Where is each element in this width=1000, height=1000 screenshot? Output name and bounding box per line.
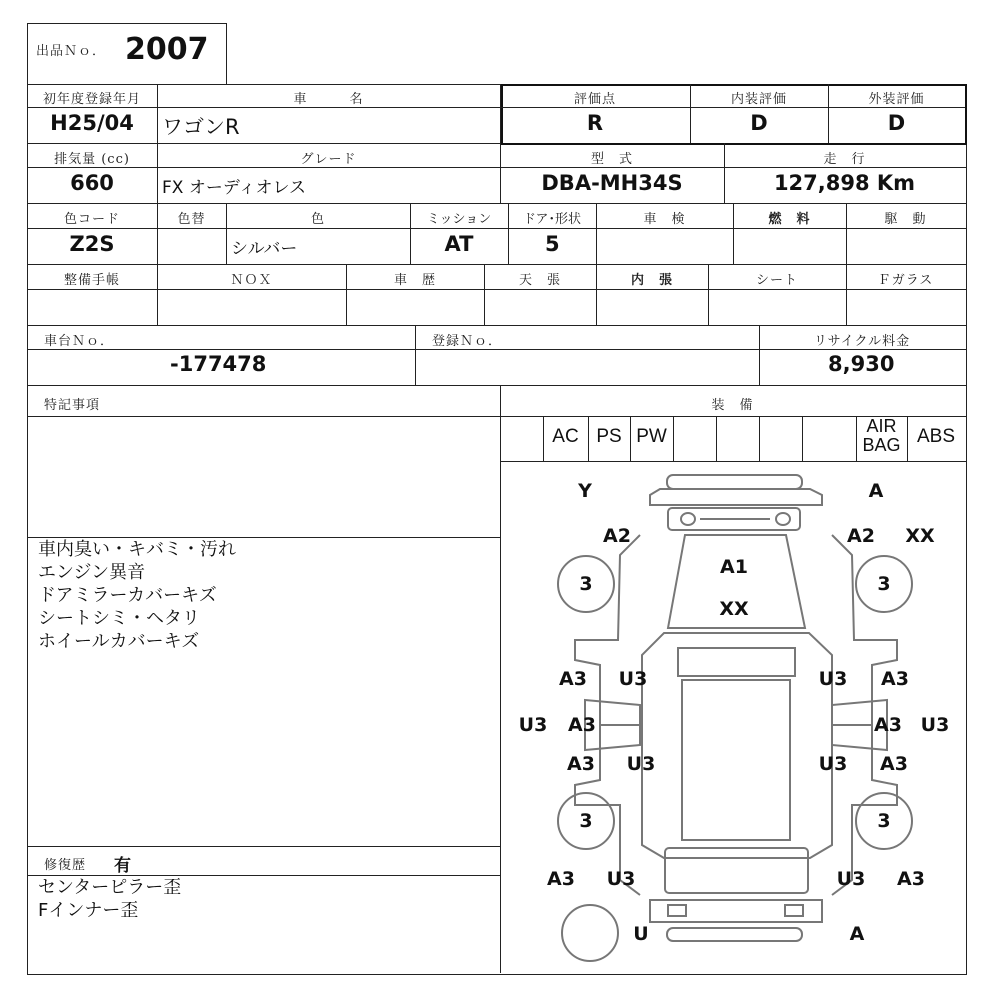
interior-label: 内装評価	[730, 92, 787, 107]
lot-number: 2007	[125, 32, 209, 67]
fuel-label: 燃 料	[768, 212, 811, 227]
mark-tire-rr: 3	[877, 810, 891, 832]
note-line: 車内臭い・キバミ・汚れ	[38, 539, 236, 560]
rule	[27, 349, 967, 350]
mark-r-row2-b: U3	[920, 714, 950, 736]
mark-r-rear-a: U3	[836, 868, 866, 890]
grade-label: グレード	[300, 152, 357, 167]
model-value: DBA-MH34S	[541, 171, 683, 195]
rule	[415, 325, 416, 385]
drive-label: 駆 動	[884, 212, 927, 227]
mark-tire-fr: 3	[877, 573, 891, 595]
mark-fender-right: A2	[847, 525, 875, 547]
mark-l-row2-a: U3	[518, 714, 548, 736]
mark-rear-center: U	[633, 923, 649, 945]
car-name-label: 車 名	[293, 92, 364, 107]
rule	[27, 107, 500, 108]
rule	[802, 416, 803, 461]
first-reg-value: H25/04	[50, 111, 134, 135]
rule	[27, 289, 967, 290]
sunroof-label: 天 張	[518, 273, 561, 288]
color-value: シルバー	[231, 239, 298, 259]
door-value: 5	[545, 232, 560, 256]
mark-r-row3-a: U3	[818, 753, 848, 775]
mark-hood-bottom: XX	[719, 598, 749, 620]
mark-fender-left: A2	[603, 525, 631, 547]
service-book-label: 整備手帳	[63, 273, 120, 288]
displacement-label: 排気量 (cc)	[54, 152, 130, 167]
lot-label: 出品Ｎｏ．	[36, 44, 107, 59]
mark-l-row2-b: A3	[568, 714, 596, 736]
displacement-value: 660	[70, 171, 114, 195]
model-label: 型 式	[590, 152, 633, 167]
recycle-value: 8,930	[828, 352, 895, 376]
interior-value: D	[750, 111, 768, 135]
nox-label: ＮＯＸ	[230, 273, 273, 288]
equip-pw: PW	[636, 426, 667, 447]
exterior-value: D	[887, 111, 906, 135]
color-code-label: 色コード	[63, 212, 120, 227]
rule	[27, 167, 967, 168]
mark-r-row1-a: U3	[818, 668, 848, 690]
equip-airbag: AIR BAG	[862, 416, 901, 455]
mark-front-left: Y	[578, 480, 592, 502]
rule	[673, 416, 674, 461]
mark-tire-fl: 3	[579, 573, 593, 595]
chassis-label: 車台Ｎｏ．	[44, 334, 115, 349]
interior-roof-label: 内 張	[630, 273, 673, 288]
door-label: ドア･形状	[522, 212, 582, 227]
repair-line: センターピラー歪	[38, 877, 182, 898]
rule	[27, 325, 967, 326]
rule	[716, 416, 717, 461]
mark-tire-rl: 3	[579, 810, 593, 832]
rule	[27, 385, 967, 386]
first-reg-label: 初年度登録年月	[42, 92, 141, 107]
mark-l-row1-b: U3	[618, 668, 648, 690]
mission-label: ミッション	[426, 212, 492, 227]
mark-r-row1-b: A3	[881, 668, 909, 690]
equip-ps: PS	[596, 426, 622, 447]
mark-r-rear-b: A3	[897, 868, 925, 890]
equipment-label: 装 備	[711, 398, 754, 413]
mark-hood-top: A1	[720, 556, 748, 578]
mark-r-row2-a: A3	[874, 714, 902, 736]
note-line: エンジン異音	[38, 562, 146, 583]
mark-l-rear-a: A3	[547, 868, 575, 890]
mark-l-row1-a: A3	[559, 668, 587, 690]
color-code-value: Z2S	[69, 232, 115, 256]
recycle-label: リサイクル料金	[813, 334, 911, 349]
rule	[27, 264, 967, 265]
rule	[27, 228, 967, 229]
fglass-label: Ｆガラス	[877, 273, 934, 288]
grade-value: FX オーディオレス	[162, 178, 306, 198]
mark-l-rear-b: U3	[606, 868, 636, 890]
history-label: 車 歴	[393, 273, 436, 288]
car-name-value: ワゴンR	[162, 115, 240, 139]
repair-line: Fインナー歪	[38, 900, 139, 921]
mark-l-row3-b: U3	[626, 753, 656, 775]
rule	[27, 416, 967, 417]
exterior-label: 外装評価	[868, 92, 925, 107]
note-line: ホイールカバーキズ	[38, 631, 200, 652]
inspection-label: 車 検	[643, 212, 686, 227]
note-line: ドアミラーカバーキズ	[38, 585, 217, 606]
note-line: シートシミ・ヘタリ	[38, 608, 200, 629]
seat-label: シート	[755, 273, 798, 288]
reg-label: 登録Ｎｏ．	[432, 334, 503, 349]
rule	[27, 203, 967, 204]
mark-front-right: A	[868, 480, 884, 502]
mission-value: AT	[444, 232, 474, 256]
mileage-label: 走 行	[823, 152, 866, 167]
mark-fender-right-extra: XX	[905, 525, 935, 547]
chassis-value: -177478	[170, 352, 267, 376]
repair-value: 有	[114, 856, 131, 876]
mark-rear-right: A	[849, 923, 865, 945]
mark-l-row3-a: A3	[567, 753, 595, 775]
color-label: 色	[310, 212, 325, 227]
rule	[501, 107, 965, 108]
rule	[27, 846, 500, 847]
equip-ac: AC	[552, 426, 579, 447]
equip-abs: ABS	[916, 426, 956, 447]
mileage-value: 127,898 Km	[773, 171, 916, 195]
score-label: 評価点	[573, 92, 616, 107]
notes-label: 特記事項	[44, 398, 101, 413]
repair-label: 修復歴	[44, 858, 87, 873]
rule	[759, 416, 760, 461]
mark-r-row3-b: A3	[880, 753, 908, 775]
score-value: R	[586, 111, 604, 135]
repaint-label: 色替	[177, 212, 206, 227]
